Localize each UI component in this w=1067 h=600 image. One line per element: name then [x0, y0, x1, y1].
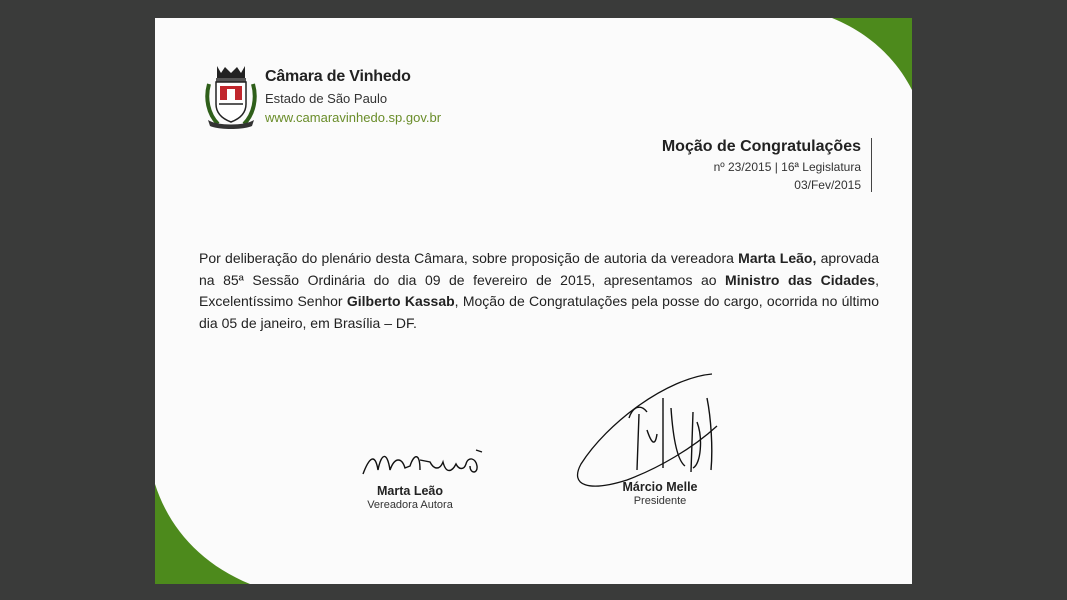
body-text-part: , Moção de Congratulações pela posse do cargo, ocorrida no último dia 05 de janeiro, em Brasília – DF.	[199, 293, 879, 331]
org-website-link[interactable]: www.camaravinhedo.sp.gov.br	[265, 110, 442, 125]
recipient-title: Ministro das Cidades	[725, 271, 876, 288]
org-state: Estado de São Paulo	[265, 91, 388, 106]
coat-of-arms-icon	[205, 64, 257, 130]
signature-president	[567, 368, 737, 498]
document-title: Moção de Congratulações	[661, 138, 861, 155]
body-text-part: , Excelentíssimo Senhor	[199, 271, 879, 309]
signature-block-author	[355, 484, 465, 511]
signature-block-president	[605, 480, 715, 507]
signer-role: Presidente	[633, 495, 687, 507]
document-number: nº 23/2015 | 16ª Legislatura	[713, 160, 861, 174]
signer-name: Marta Leão	[377, 484, 443, 498]
document-date: 03/Fev/2015	[794, 178, 861, 192]
recipient-name: Gilberto Kassab	[346, 293, 455, 309]
document-metadata	[662, 138, 872, 192]
org-name: Câmara de Vinhedo	[265, 68, 411, 85]
body-text-part: Por deliberação do plenário desta Câmara, sobre proposição de autoria da vereadora	[199, 250, 739, 266]
corner-decoration-top-right	[832, 18, 912, 98]
author-name: Marta Leão,	[738, 250, 817, 266]
corner-decoration-bottom-left	[155, 484, 250, 584]
signature-author	[360, 440, 490, 482]
document-page	[155, 18, 912, 584]
body-text-part: aprovada na 85ª Sessão Ordinária do dia 09 de fevereiro de 2015, apresentamos ao	[199, 250, 879, 288]
signer-role: Vereadora Autora	[367, 499, 453, 511]
document-body	[199, 248, 879, 334]
signer-name: Márcio Melle	[622, 480, 698, 494]
